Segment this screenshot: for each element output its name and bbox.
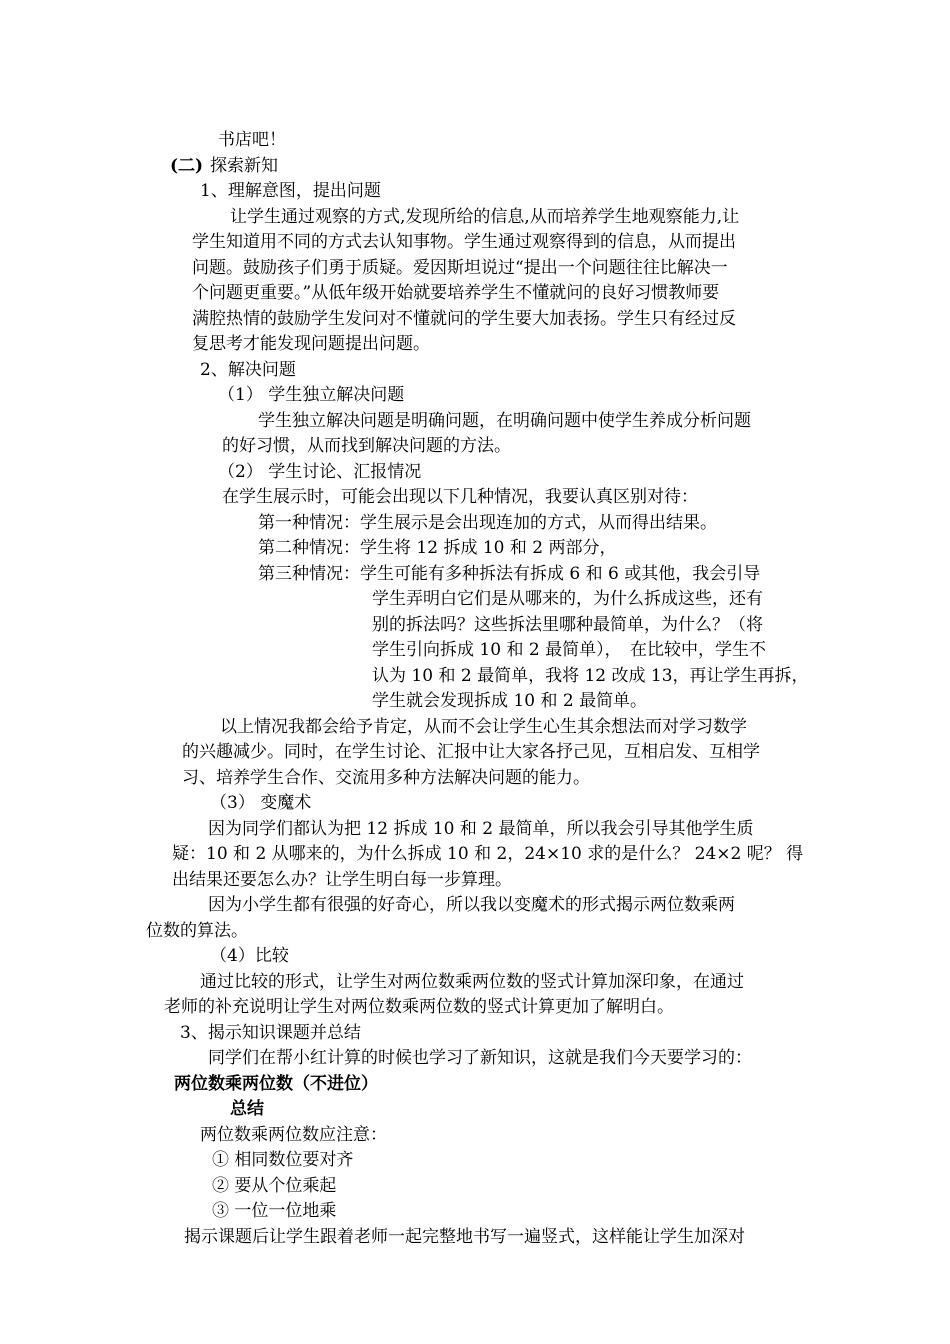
paragraph-line: 以上情况我都会给予肯定，从而不会让学生心生其余想法而对学习数学	[220, 717, 747, 737]
rule-item: ② 要从个位乘起	[212, 1176, 337, 1196]
paragraph-line: 的好习惯，从而找到解决问题的方法。	[222, 436, 511, 456]
paragraph-line: 满腔热情的鼓励学生发问对不懂就问的学生要大加表扬。学生只有经过反	[192, 309, 736, 329]
paragraph-line: 出结果还要怎么办？让学生明白每一步算理。	[172, 870, 512, 890]
lesson-title: 两位数乘两位数（不进位）	[174, 1074, 378, 1094]
item-heading: （2） 学生讨论、汇报情况	[218, 462, 422, 482]
subsection-heading: 2、解决问题	[200, 360, 296, 380]
item-heading: （3） 变魔术	[210, 793, 312, 813]
paragraph-line: 习、培养学生合作、交流用多种方法解决问题的能力。	[182, 768, 590, 788]
paragraph-line: 疑：10 和 2 从哪来的，为什么拆成 10 和 2，24×10 求的是什么？ 24×2 呢？ 得	[172, 844, 804, 864]
text-line: 书店吧！	[218, 130, 286, 150]
paragraph-line: 揭示课题后让学生跟着老师一起完整地书写一遍竖式，这样能让学生加深对	[184, 1227, 745, 1247]
rule-item: ① 相同数位要对齐	[212, 1150, 354, 1170]
paragraph-line: 同学们在帮小红计算的时候也学习了新知识，这就是我们今天要学习的：	[208, 1048, 752, 1068]
case-continuation: 学生引向拆成 10 和 2 最简单）， 在比较中，学生不	[372, 640, 767, 660]
paragraph-line: 问题。鼓励孩子们勇于质疑。爱因斯坦说过“提出一个问题往往比解决一	[192, 258, 728, 278]
case-continuation: 别的拆法吗？这些拆法里哪种最简单，为什么？（将	[372, 615, 763, 635]
item-heading: （1） 学生独立解决问题	[218, 385, 405, 405]
case-line: 第三种情况：学生可能有多种拆法有拆成 6 和 6 或其他，我会引导	[258, 564, 761, 584]
paragraph-line: 位数的算法。	[146, 921, 248, 941]
paragraph-line: 在学生展示时，可能会出现以下几种情况，我要认真区别对待：	[222, 487, 698, 507]
paragraph-line: 老师的补充说明让学生对两位数乘两位数的竖式计算更加了解明白。	[164, 997, 674, 1017]
subsection-heading: 1、理解意图，提出问题	[200, 181, 381, 201]
paragraph-line: 通过比较的形式，让学生对两位数乘两位数的竖式计算加深印象，在通过	[200, 972, 744, 992]
paragraph-line: 让学生通过观察的方式,发现所给的信息,从而培养学生地观察能力,让	[230, 207, 740, 227]
paragraph-line: 学生独立解决问题是明确问题，在明确问题中使学生养成分析问题	[258, 411, 751, 431]
paragraph-line: 因为同学们都认为把 12 拆成 10 和 2 最简单，所以我会引导其他学生质	[208, 819, 754, 839]
case-continuation: 认为 10 和 2 最简单，我将 12 改成 13，再让学生再拆，	[372, 666, 809, 686]
case-line: 第二种情况：学生将 12 拆成 10 和 2 两部分，	[258, 538, 617, 558]
case-continuation: 学生就会发现拆成 10 和 2 最简单。	[372, 691, 648, 711]
paragraph-line: 两位数乘两位数应注意：	[200, 1125, 387, 1145]
paragraph-line: 个问题更重要。”从低年级开始就要培养学生不懂就问的良好习惯教师要	[192, 283, 720, 303]
case-continuation: 学生弄明白它们是从哪来的，为什么拆成这些，还有	[372, 589, 763, 609]
paragraph-line: 的兴趣减少。同时，在学生讨论、汇报中让大家各抒己见，互相启发、互相学	[182, 742, 760, 762]
case-line: 第一种情况：学生展示是会出现连加的方式，从而得出结果。	[258, 513, 717, 533]
paragraph-line: 因为小学生都有很强的好奇心，所以我以变魔术的形式揭示两位数乘两	[208, 895, 735, 915]
paragraph-line: 学生知道用不同的方式去认知事物。学生通过观察得到的信息，从而提出	[192, 232, 736, 252]
paragraph-line: 复思考才能发现问题提出问题。	[192, 334, 430, 354]
summary-heading: 总结	[230, 1099, 264, 1119]
item-heading: （4）比较	[210, 946, 289, 966]
section-heading: 探索新知	[210, 156, 278, 176]
rule-item: ③ 一位一位地乘	[212, 1201, 337, 1221]
subsection-heading: 3、揭示知识课题并总结	[180, 1023, 361, 1043]
section-number: (二)	[170, 156, 204, 176]
